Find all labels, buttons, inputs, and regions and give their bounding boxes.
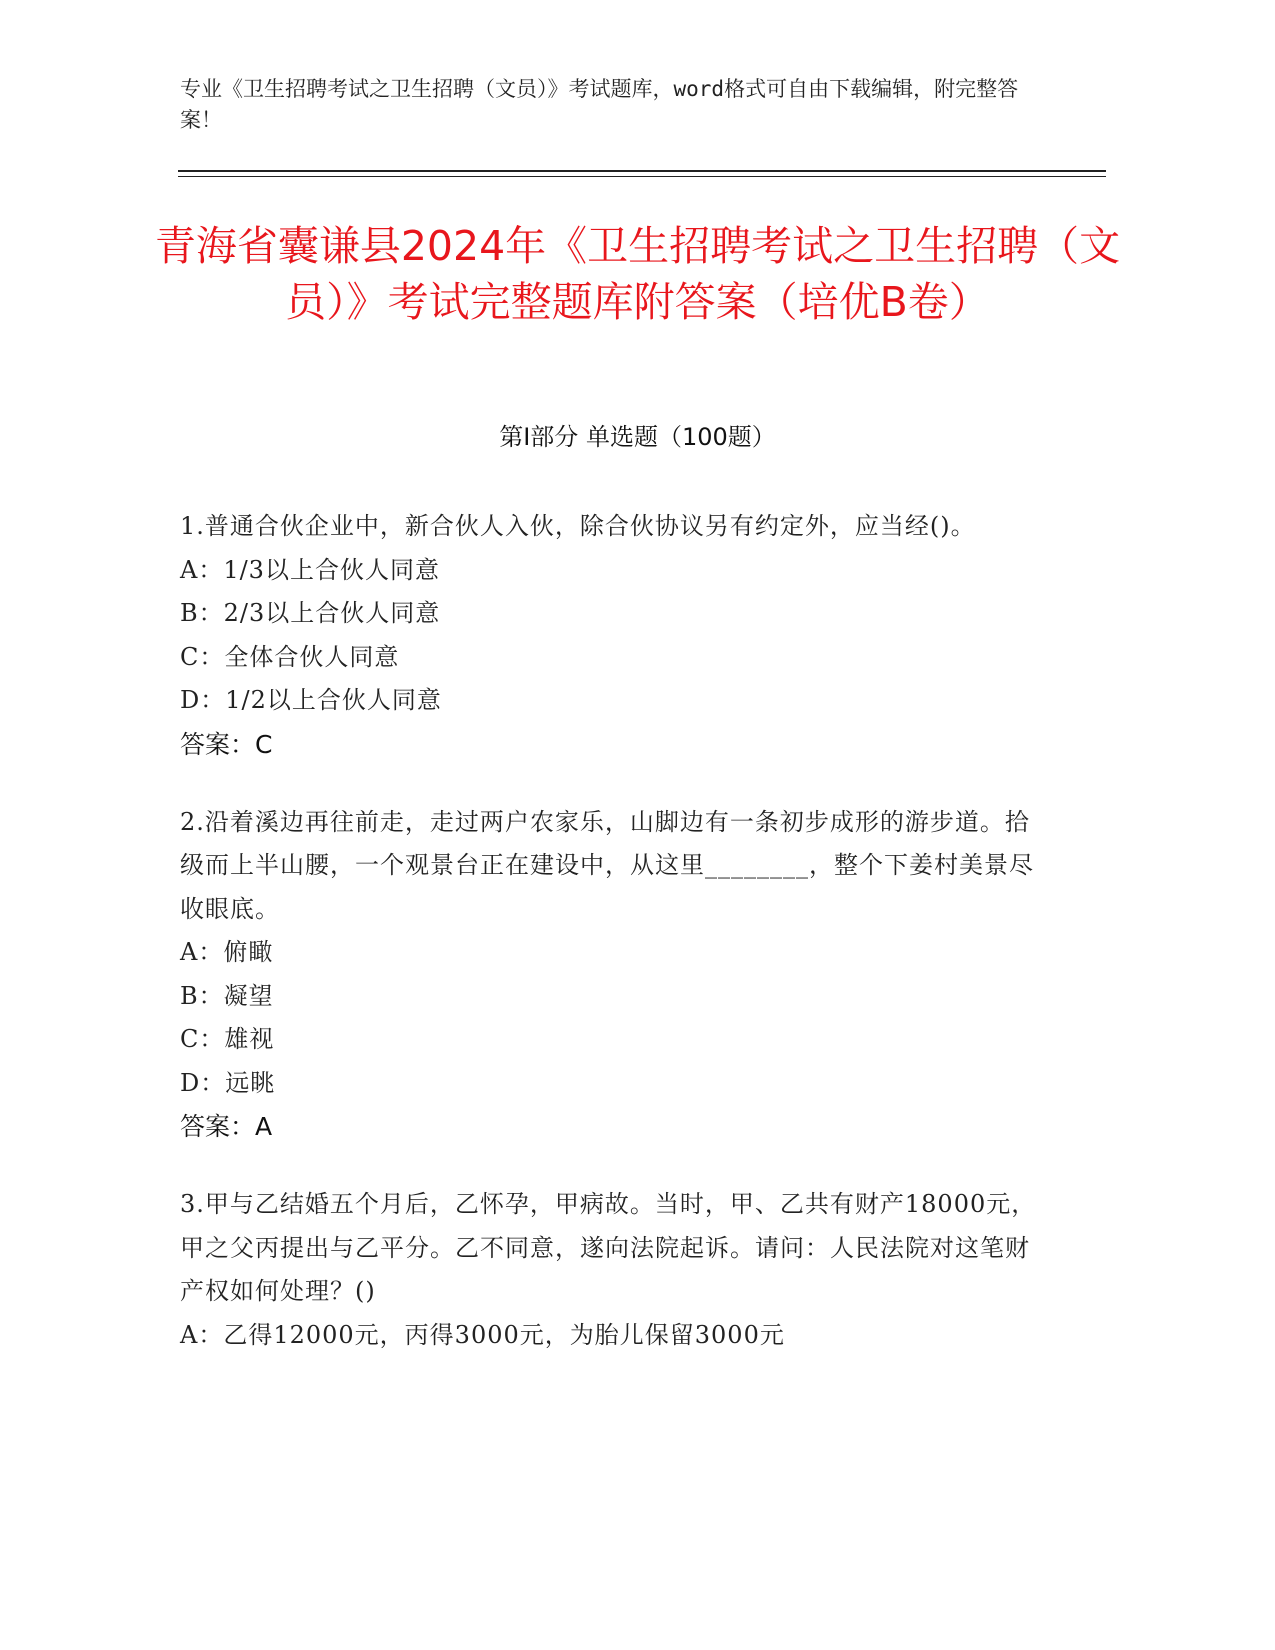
header-divider-thin xyxy=(178,176,1106,177)
header-note: 专业《卫生招聘考试之卫生招聘（文员）》考试题库，word格式可自由下载编辑，附完整答案！ xyxy=(180,77,1019,132)
option-a: A：俯瞰 xyxy=(180,938,274,966)
option-a: A：1/3以上合伙人同意 xyxy=(180,555,440,584)
option-a: A：乙得12000元，丙得3000元，为胎儿保留3000元 xyxy=(180,1320,785,1349)
header-divider-thick xyxy=(178,170,1106,172)
option-b: B：2/3以上合伙人同意 xyxy=(180,599,441,627)
option-b: B：凝望 xyxy=(180,981,274,1010)
question-2 xyxy=(180,801,1040,1150)
answer-label: 答案：A xyxy=(180,1112,273,1141)
question-stem: 1.普通合伙企业中，新合伙人入伙，除合伙协议另有约定外，应当经()。 xyxy=(180,512,976,540)
question-1 xyxy=(180,505,1040,767)
section-heading: 第Ⅰ部分 单选题（100题） xyxy=(499,423,776,451)
question-stem: 2.沿着溪边再往前走，走过两户农家乐，山脚边有一条初步成形的游步道。拾级而上半山腰，一个观景台正在建设中，从这里________，整个下姜村美景尽收眼底。 xyxy=(180,807,1034,923)
option-d: D：1/2以上合伙人同意 xyxy=(180,686,442,714)
option-c: C：全体合伙人同意 xyxy=(180,642,400,671)
question-3 xyxy=(180,1183,1040,1357)
option-d: D：远眺 xyxy=(180,1068,276,1097)
document-title: 青海省囊谦县2024年《卫生招聘考试之卫生招聘（文员）》考试完整题库附答案（培优B卷） xyxy=(154,222,1121,326)
option-c: C：雄视 xyxy=(180,1025,275,1053)
question-list xyxy=(180,505,1040,1391)
question-stem: 3.甲与乙结婚五个月后，乙怀孕，甲病故。当时，甲、乙共有财产18000元，甲之父丙提出与乙平分。乙不同意，遂向法院起诉。请问：人民法院对这笔财产权如何处理？() xyxy=(180,1190,1037,1305)
answer-label: 答案：C xyxy=(180,729,273,759)
